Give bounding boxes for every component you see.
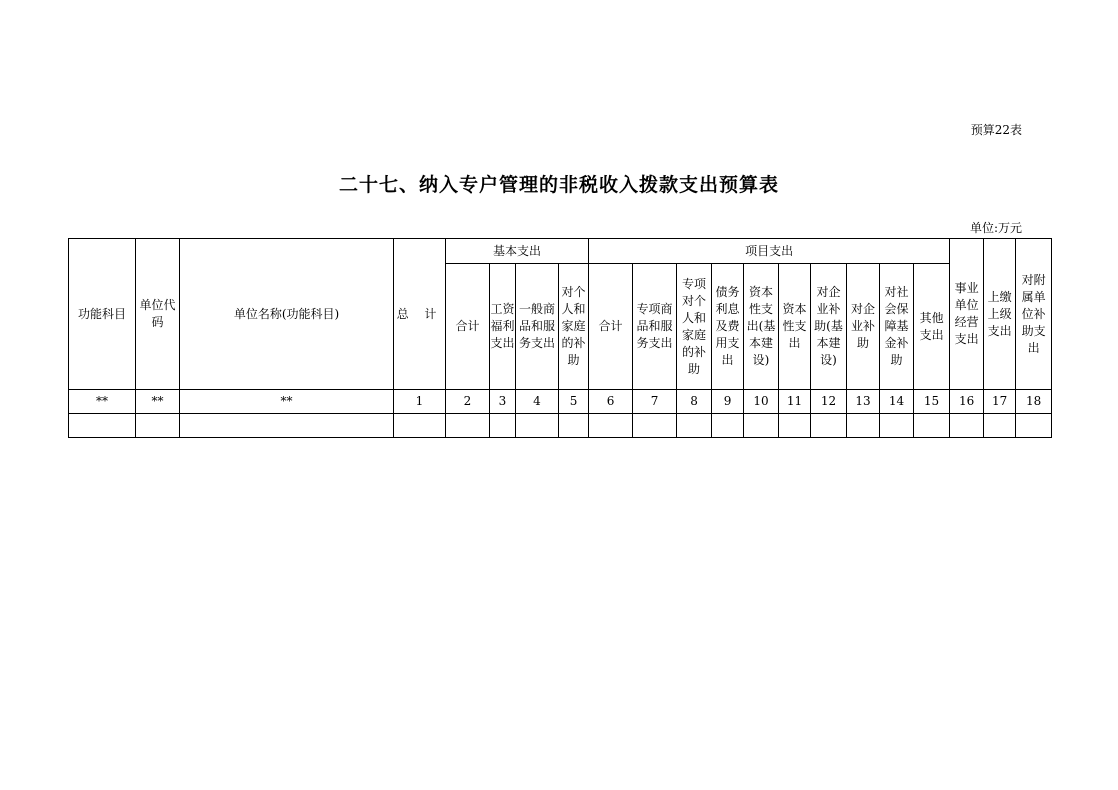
index-cell: 4	[516, 390, 559, 414]
data-cell	[559, 414, 589, 438]
data-cell	[744, 414, 779, 438]
header-basic-2: 工资福利支出	[490, 264, 516, 390]
data-cell	[677, 414, 712, 438]
index-cell: 2	[446, 390, 490, 414]
page-title: 二十七、纳入专户管理的非税收入拨款支出预算表	[338, 174, 779, 196]
header-project-group: 项目支出	[589, 239, 950, 264]
index-cell: 9	[712, 390, 744, 414]
index-cell: **	[180, 390, 394, 414]
index-cell: 3	[490, 390, 516, 414]
table-row	[69, 414, 1052, 438]
header-tail-2: 上缴上级支出	[984, 239, 1016, 390]
header-project-1: 合计	[589, 264, 633, 390]
data-cell	[914, 414, 950, 438]
header-basic-group: 基本支出	[446, 239, 589, 264]
header-tail-1: 事业单位经营支出	[950, 239, 984, 390]
index-cell: 5	[559, 390, 589, 414]
data-cell	[490, 414, 516, 438]
data-cell	[811, 414, 847, 438]
data-cell	[69, 414, 136, 438]
data-cell	[394, 414, 446, 438]
index-cell: 12	[811, 390, 847, 414]
header-project-7: 对企业补助(基本建设)	[811, 264, 847, 390]
header-basic-4: 对个人和家庭的补助	[559, 264, 589, 390]
header-basic-1: 合计	[446, 264, 490, 390]
header-project-6: 资本性支出	[779, 264, 811, 390]
data-cell	[180, 414, 394, 438]
data-cell	[779, 414, 811, 438]
index-cell: 16	[950, 390, 984, 414]
header-project-3: 专项对个人和家庭的补助	[677, 264, 712, 390]
data-cell	[847, 414, 880, 438]
header-project-2: 专项商品和服务支出	[633, 264, 677, 390]
data-cell	[589, 414, 633, 438]
form-number: 预算22表	[970, 123, 1022, 137]
header-project-8: 对企业补助	[847, 264, 880, 390]
data-cell	[633, 414, 677, 438]
index-cell: 6	[589, 390, 633, 414]
index-cell: 11	[779, 390, 811, 414]
header-project-9: 对社会保障基金补助	[880, 264, 914, 390]
header-project-4: 债务利息及费用支出	[712, 264, 744, 390]
data-cell	[136, 414, 180, 438]
data-cell	[712, 414, 744, 438]
data-cell	[950, 414, 984, 438]
header-function-subject: 功能科目	[69, 239, 136, 390]
index-cell: 13	[847, 390, 880, 414]
index-cell: 8	[677, 390, 712, 414]
header-unit-name: 单位名称(功能科目)	[180, 239, 394, 390]
index-cell: 17	[984, 390, 1016, 414]
index-cell: 10	[744, 390, 779, 414]
budget-table	[68, 238, 1052, 438]
header-basic-3: 一般商品和服务支出	[516, 264, 559, 390]
index-row	[69, 390, 1052, 414]
index-cell: 14	[880, 390, 914, 414]
header-unit-code: 单位代码	[136, 239, 180, 390]
index-cell: **	[69, 390, 136, 414]
data-cell	[516, 414, 559, 438]
index-cell: 15	[914, 390, 950, 414]
unit-label: 单位:万元	[969, 221, 1022, 235]
index-cell: **	[136, 390, 180, 414]
header-total: 总 计	[394, 239, 446, 390]
header-project-5: 资本性支出(基本建设)	[744, 264, 779, 390]
data-cell	[984, 414, 1016, 438]
header-project-10: 其他支出	[914, 264, 950, 390]
index-cell: 7	[633, 390, 677, 414]
data-cell	[1016, 414, 1052, 438]
data-cell	[446, 414, 490, 438]
index-cell: 1	[394, 390, 446, 414]
header-tail-3: 对附属单位补助支出	[1016, 239, 1052, 390]
index-cell: 18	[1016, 390, 1052, 414]
data-cell	[880, 414, 914, 438]
